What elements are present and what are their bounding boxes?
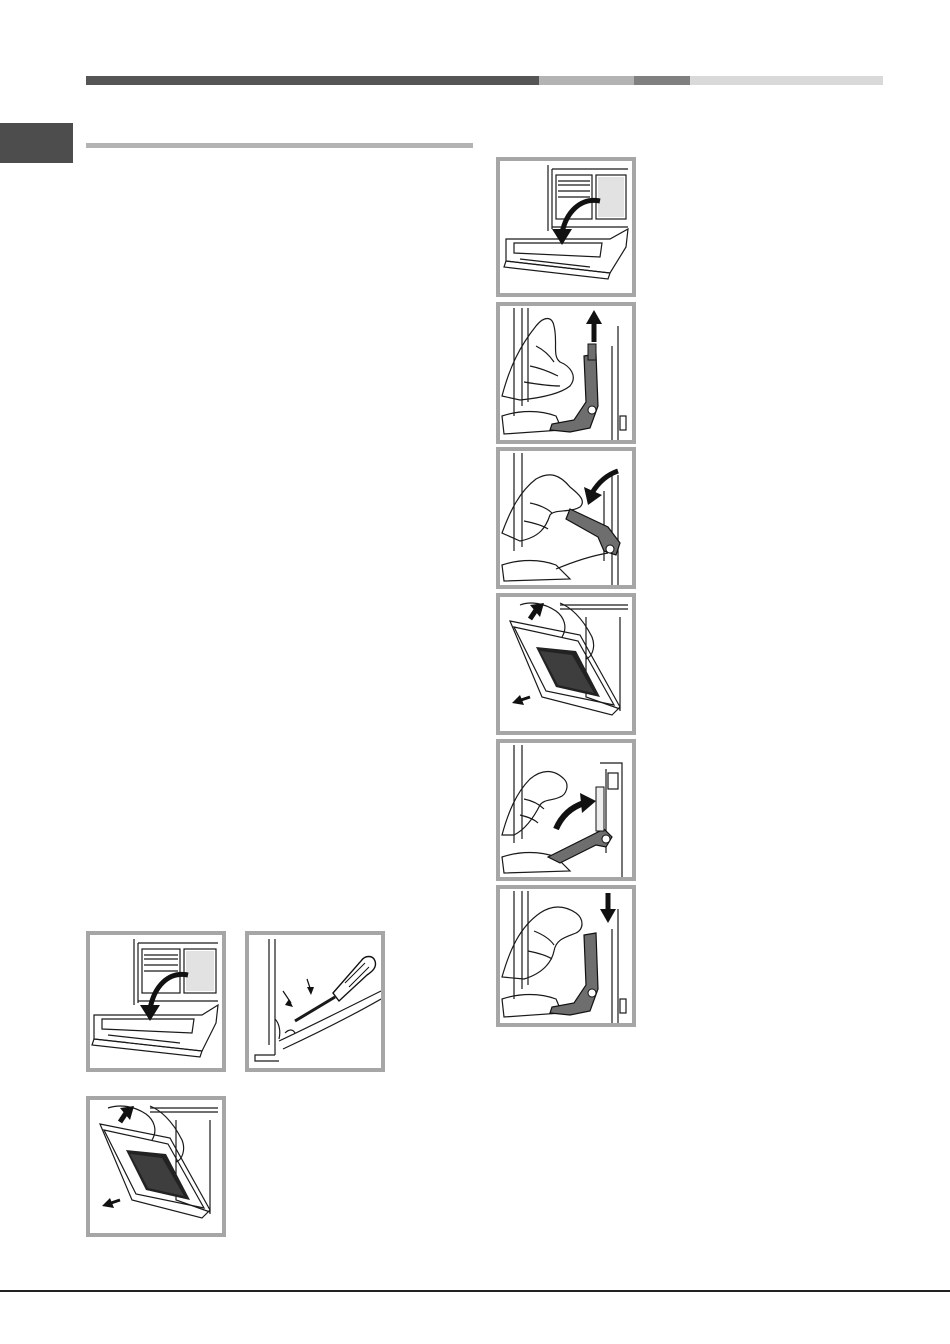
header-bar-dark-segment: [86, 76, 539, 85]
header-bar-mid-segment: [634, 76, 690, 85]
door-tilt-icon: [500, 597, 632, 731]
footer-rule: [0, 1290, 950, 1292]
door-remove-small-figure: [86, 1096, 226, 1237]
door-remove-figure: [496, 593, 636, 735]
hand-lever-icon: [500, 889, 632, 1023]
header-bar: [86, 76, 883, 85]
section-rule: [86, 143, 473, 148]
hinge-lever-reinsert-figure: [496, 739, 636, 881]
hand-lever-icon: [500, 451, 632, 585]
hand-lever-icon: [500, 306, 632, 440]
door-tilt-icon: [90, 1100, 222, 1233]
oven-door-icon: [500, 161, 632, 293]
oven-door-icon: [90, 935, 222, 1068]
header-bar-light-segment: [539, 76, 634, 85]
header-bar-pale-segment: [690, 76, 883, 85]
hinge-lever-lift-figure: [496, 302, 636, 444]
oven-door-open-figure: [496, 157, 636, 297]
oven-door-open-small-figure: [86, 931, 226, 1072]
screwdriver-seal-figure: [245, 931, 385, 1072]
hinge-lever-press-figure: [496, 885, 636, 1027]
language-tab: [0, 123, 73, 163]
hinge-lever-rotate-figure: [496, 447, 636, 589]
hand-lever-icon: [500, 743, 632, 877]
screwdriver-icon: [249, 935, 381, 1068]
